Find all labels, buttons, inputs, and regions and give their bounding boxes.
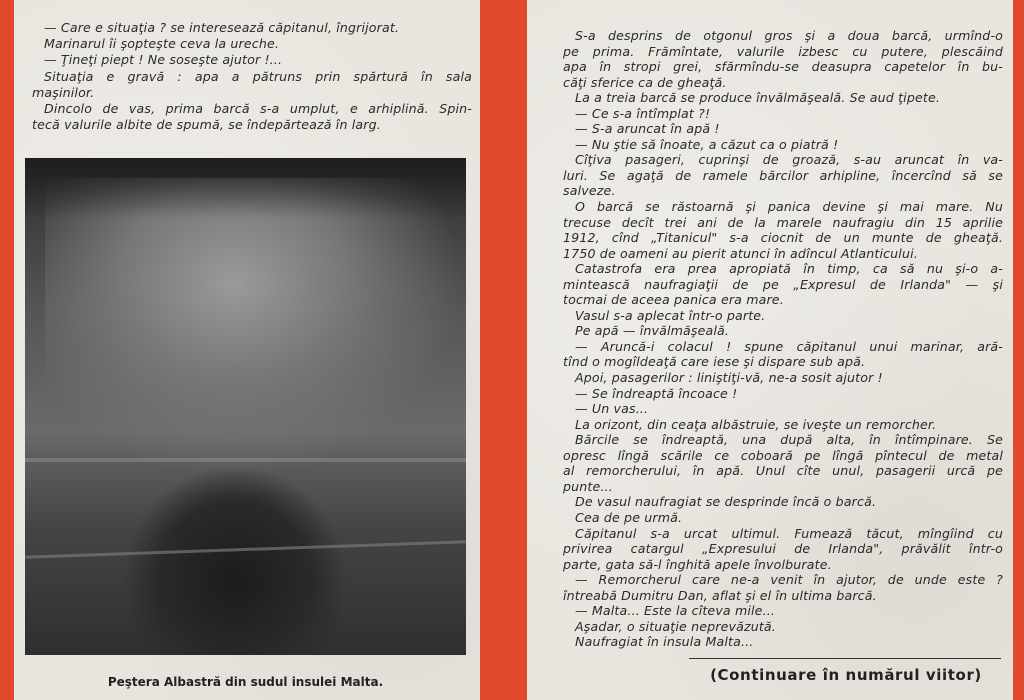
text-line: Aşadar, o situaţie neprevăzută.: [575, 618, 776, 634]
continuation-note: (Continuare în numărul viitor): [710, 666, 982, 684]
left-page: [14, 0, 480, 700]
text-line: Naufragiat în insula Malta...: [575, 634, 754, 650]
text-line: 1912, cînd „Titanicul" s-a ciocnit de un munte de gheaţă.: [563, 230, 1003, 246]
text-line: Cea de pe urmă.: [575, 509, 683, 525]
text-line: — Ce s-a întîmplat ?!: [575, 105, 711, 121]
text-line: Dincolo de vas, prima barcă s-a umplut, e arhiplină. Spin-: [44, 101, 472, 117]
text-line: punte...: [563, 478, 613, 494]
text-line: De vasul naufragiat se desprinde încă o barcă.: [575, 494, 877, 510]
text-line: Căpitanul s-a urcat ultimul. Fumează tăcut, mîngîind cu: [575, 525, 1003, 541]
divider-line: [689, 658, 1001, 659]
text-line: tecă valurile albite de spumă, se îndepărtează în larg.: [32, 117, 381, 133]
text-line: întreabă Dumitru Dan, aflat şi el în ultima barcă.: [563, 587, 877, 603]
right-article-text: [563, 28, 1003, 650]
text-line: pe prima. Frămîntate, valurile izbesc cu putere, plescăind: [563, 43, 1003, 59]
text-line: Pe apă — învălmăşeală.: [575, 323, 730, 339]
text-line: O barcă se răstoarnă şi panica devine şi mai mare. Nu: [575, 199, 1003, 215]
text-line: tînd o mogîldeaţă care iese şi dispare sub apă.: [563, 354, 866, 370]
text-line: — S-a aruncat în apă !: [575, 121, 720, 137]
text-line: Cîţiva pasageri, cuprinşi de groază, s-au aruncat în va-: [575, 152, 1003, 168]
text-line: La a treia barcă se produce învălmăşeală. Se aud ţipete.: [575, 90, 941, 106]
photo-caption: Peştera Albastră din sudul insulei Malta.: [107, 675, 384, 689]
text-line: Marinarul îi şopteşte ceva la ureche.: [44, 36, 279, 52]
text-line: maşinilor.: [32, 84, 95, 100]
text-line: al remorcherului, în apă. Unul cîte unul, pasagerii urcă pe: [563, 463, 1003, 479]
text-line: — Ţineţi piept ! Ne soseşte ajutor !...: [44, 52, 283, 68]
text-line: salveze.: [563, 183, 616, 199]
text-line: — Aruncă-i colacul ! spune căpitanul unui marinar, ară-: [575, 338, 1003, 354]
text-line: Situaţia e gravă : apa a pătruns prin spărtură în sala: [44, 68, 472, 84]
text-line: Catastrofa era prea apropiată în timp, ca să nu şi-o a-: [575, 261, 1003, 277]
left-article-text: [32, 20, 472, 133]
text-line: trecuse decît trei ani de la marele naufragiu din 15 aprilie: [563, 214, 1003, 230]
text-line: S-a desprins de otgonul gros şi a doua barcă, urmînd-o: [575, 28, 1003, 43]
text-line: mintească naufragiaţii de pe „Expresul de Irlanda" — şi: [563, 276, 1003, 292]
text-line: 1750 de oameni au pierit atunci în adîncul Atlanticului.: [563, 245, 918, 261]
text-line: — Un vas...: [575, 401, 649, 417]
text-line: Bărcile se îndreaptă, una după alta, în întîmpinare. Se: [575, 432, 1003, 448]
text-line: căţi sferice ca de gheaţă.: [563, 74, 727, 90]
text-line: Apoi, pasagerilor : liniştiţi-vă, ne-a sosit ajutor !: [575, 370, 883, 386]
text-line: luri. Se agaţă de ramele bărcilor arhipline, încercînd să se: [563, 167, 1003, 183]
text-line: La orizont, din ceaţa albăstruie, se iveşte un remorcher.: [575, 416, 937, 432]
text-line: — Care e situaţia ? se interesează căpitanul, îngrijorat.: [44, 20, 400, 35]
text-line: — Se îndreaptă încoace !: [575, 385, 738, 401]
text-line: privirea catargul „Expresului de Irlanda", prăvălit într-o: [563, 541, 1003, 557]
text-line: — Malta... Este la cîteva mile...: [575, 603, 776, 619]
text-line: parte, gata să-l înghită apele învolburate.: [563, 556, 832, 572]
blue-grotto-photo: [25, 158, 466, 655]
text-line: Vasul s-a aplecat într-o parte.: [575, 307, 766, 323]
text-line: opresc lîngă scările ce coboară pe lîngă pîntecul de metal: [563, 447, 1003, 463]
text-line: — Nu ştie să înoate, a căzut ca o piatră !: [575, 136, 839, 152]
text-line: — Remorcherul care ne-a venit în ajutor, de unde este ?: [575, 572, 1003, 588]
text-line: apa în stropi grei, sfărmîndu-se deasupra capetelor în bu-: [563, 59, 1003, 75]
text-line: tocmai de aceea panica era mare.: [563, 292, 784, 308]
right-page: [527, 0, 1013, 700]
